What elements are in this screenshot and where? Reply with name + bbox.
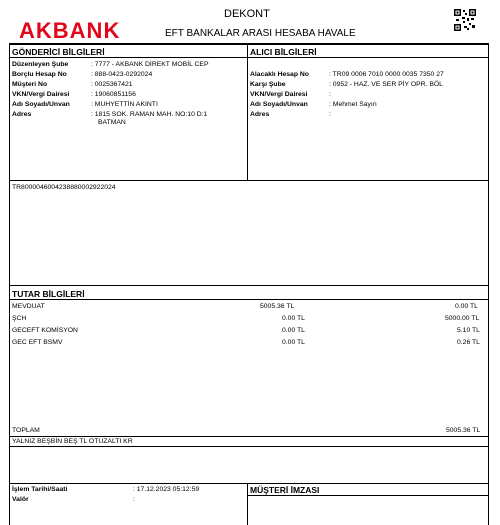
amount-row-col1: 0.00 TL: [282, 339, 305, 346]
sender-title-underline: [9, 57, 247, 58]
amount-row-label: GECEFT KOMİSYON: [12, 327, 78, 334]
amount-row-col1: 5005.36 TL: [260, 303, 295, 310]
amounts-box: [9, 285, 489, 447]
sender-value-name: : MUHYETTİN AKINTI: [91, 101, 158, 108]
amount-row-label: GEC EFT BSMV: [12, 339, 63, 346]
receiver-value-branch: : 0952 - HAZ. VE SER PİY OPR. BÖL: [329, 81, 443, 88]
sender-section-title: GÖNDERİCİ BİLGİLERİ: [12, 47, 105, 57]
receiver-value-account: : TR09 0006 7010 0000 0035 7350 27: [329, 71, 444, 78]
amount-row-label: MEVDUAT: [12, 303, 45, 310]
sender-value-address-line2: BATMAN: [98, 119, 126, 126]
footer-divider: [247, 483, 248, 525]
amount-row-col2: 0.26 TL: [457, 339, 480, 346]
transaction-date-value: : 17.12.2023 05:12:59: [133, 486, 200, 493]
receiver-label-tax: VKN/Vergi Dairesi: [250, 91, 308, 98]
receiver-label-account: Alacaklı Hesap No: [250, 71, 309, 78]
signature-title-underline: [247, 495, 489, 496]
sender-value-tax: : 19060851156: [91, 91, 136, 98]
value-date-label: Valör: [12, 496, 29, 503]
reference-number: TR8000046004238880002922024: [12, 184, 116, 191]
amount-row-col2: 5.10 TL: [457, 327, 480, 334]
receiver-label-address: Adres: [250, 111, 270, 118]
amounts-section-title: TUTAR BİLGİLERİ: [12, 289, 85, 299]
sender-value-address: : 1815 SOK. RAMAN MAH. NO:10 D:1: [91, 111, 208, 118]
sender-label-name: Adı Soyadı/Unvan: [12, 101, 70, 108]
sender-label-tax: VKN/Vergi Dairesi: [12, 91, 70, 98]
reference-box: [9, 180, 489, 286]
transaction-date-label: İşlem Tarihi/Saati: [12, 486, 68, 493]
receiver-title-underline: [247, 57, 489, 58]
receiver-section-title: ALICI BİLGİLERİ: [250, 47, 317, 57]
sender-label-branch: Düzenleyen Şube: [12, 61, 69, 68]
party-divider: [247, 44, 248, 181]
receiver-value-address: :: [329, 111, 331, 118]
qr-code-icon: [454, 9, 476, 31]
amount-row-col1: 0.00 TL: [282, 315, 305, 322]
receiver-label-branch: Karşı Şube: [250, 81, 286, 88]
sender-label-address: Adres: [12, 111, 32, 118]
bank-logo: AKBANK: [19, 18, 121, 43]
amount-row-col2: 5000.00 TL: [445, 315, 480, 322]
footer-box: [9, 483, 489, 525]
document-subtitle: EFT BANKALAR ARASI HESABA HAVALE: [165, 28, 356, 39]
value-date-value: :: [133, 496, 135, 503]
receiver-value-name: : Mehmet Sayın: [329, 101, 377, 108]
sender-value-customer-no: : 0025367421: [91, 81, 133, 88]
sender-value-branch: : 7777 - AKBANK DİREKT MOBİL CEP: [91, 61, 209, 68]
sender-label-account: Borçlu Hesap No: [12, 71, 67, 78]
total-value: 5005.36 TL: [446, 427, 481, 434]
amounts-title-underline: [9, 299, 489, 300]
amount-in-words: YALNIZ BEŞBİN BEŞ TL OTUZALTI KR: [12, 438, 133, 445]
amount-row-col2: 0.00 TL: [455, 303, 478, 310]
receipt-header: [9, 6, 489, 44]
document-title: DEKONT: [224, 8, 270, 20]
signature-title: MÜŞTERİ İMZASI: [250, 485, 320, 495]
notes-box: [9, 446, 489, 484]
receiver-value-tax: :: [329, 91, 331, 98]
sender-value-account: : 888-0423-0292024: [91, 71, 153, 78]
total-label: TOPLAM: [12, 427, 40, 434]
receiver-label-name: Adı Soyadı/Unvan: [250, 101, 308, 108]
receipt-page: [9, 6, 489, 525]
party-info-box: [9, 44, 489, 181]
amount-row-label: ŞCH: [12, 315, 27, 322]
total-divider: [9, 436, 489, 437]
amount-row-col1: 0.00 TL: [282, 327, 305, 334]
sender-label-customer-no: Müşteri No: [12, 81, 48, 88]
